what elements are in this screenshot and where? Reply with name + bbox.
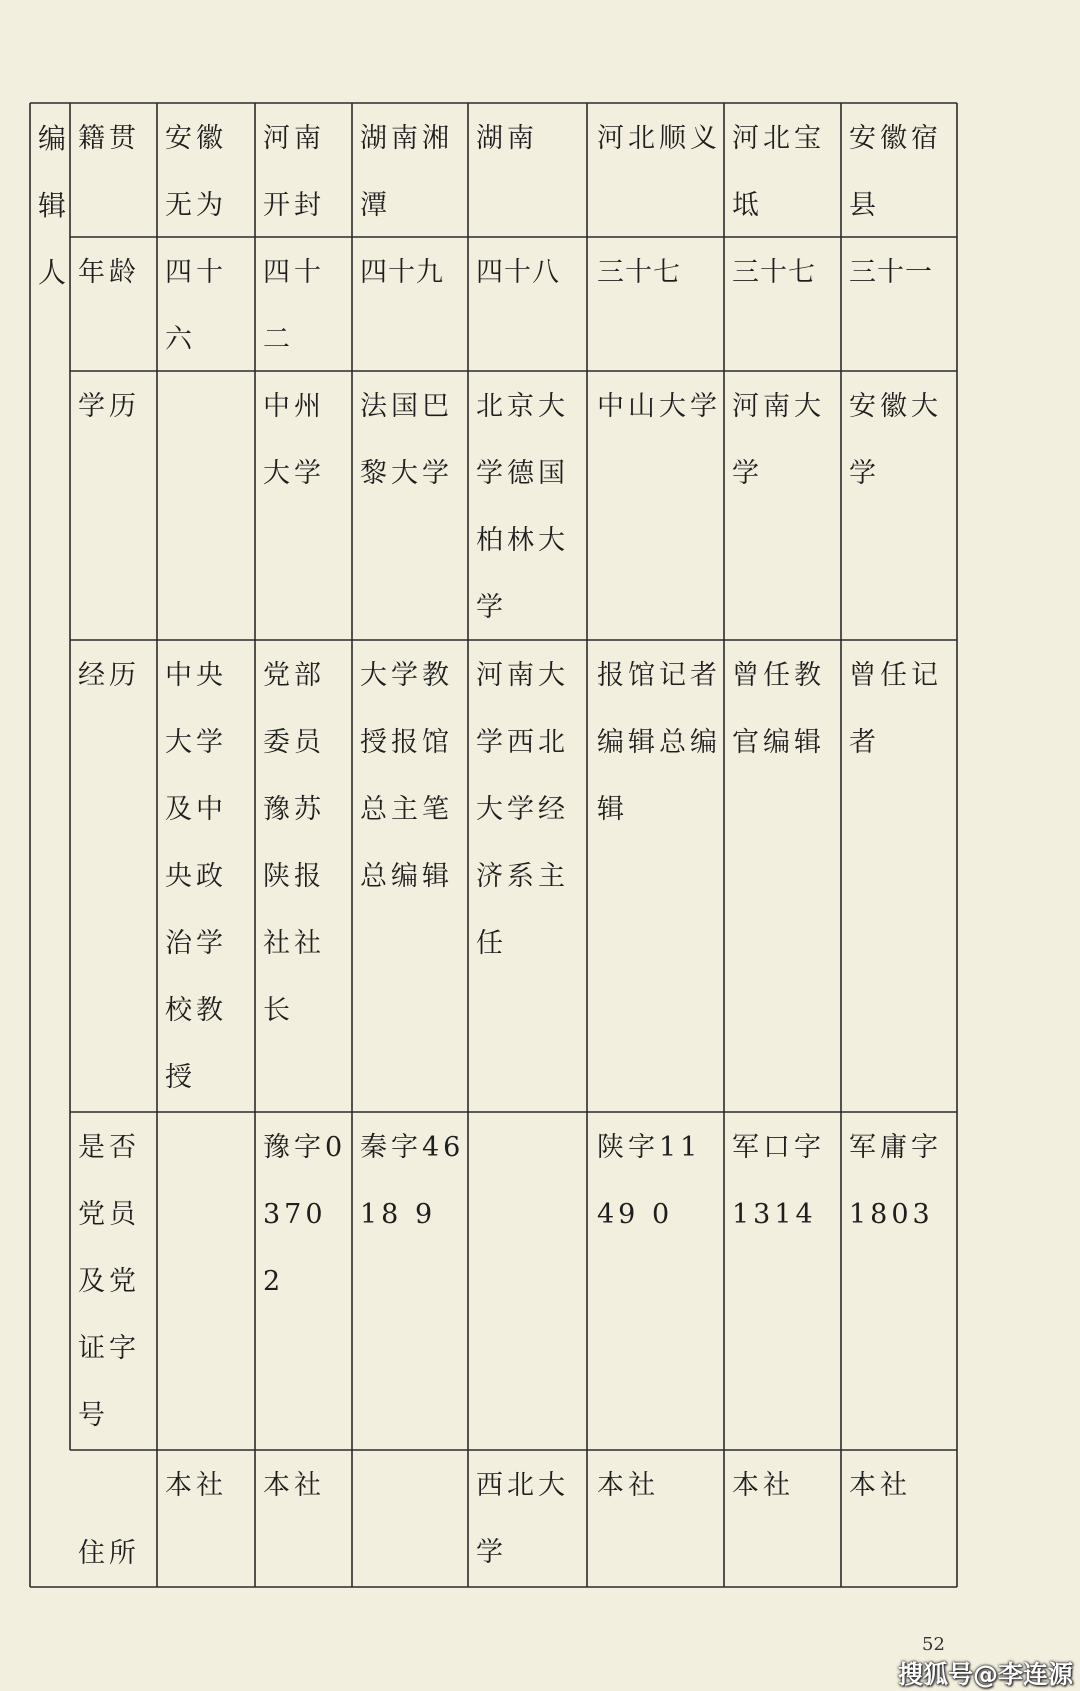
- side-label-editors: 编辑人: [38, 122, 67, 289]
- cell-residence: 本社: [732, 1470, 794, 1501]
- cell-residence: 本社: [165, 1470, 227, 1501]
- cell-age: 四十六: [165, 257, 227, 355]
- cell-native-place: 河北顺义: [597, 123, 721, 154]
- row-label-party-membership: 是否党员及党证字号: [78, 1132, 140, 1431]
- cell-party: 陕字1149 0: [597, 1132, 702, 1230]
- cell-experience: 曾任教官编辑: [732, 660, 825, 758]
- cell-experience: 党部委员豫苏陕报社社长: [263, 660, 325, 1026]
- cell-education: 河南大学: [732, 391, 825, 489]
- cell-experience: 中央大学及中央政治学校教授: [165, 660, 227, 1093]
- row-label-native-place: 籍贯: [78, 123, 140, 154]
- cell-experience: 曾任记者: [849, 660, 942, 758]
- cell-party: 豫字0370 2: [263, 1132, 347, 1297]
- row-label-experience: 经历: [78, 660, 140, 691]
- cell-native-place: 湖南湘潭: [360, 123, 453, 221]
- cell-native-place: 河北宝坻: [732, 123, 825, 221]
- cell-age: 四十二: [263, 257, 325, 355]
- cell-education: 中山大学: [597, 391, 721, 422]
- cell-education: 安徽大学: [849, 391, 942, 489]
- cell-residence: 本社: [849, 1470, 911, 1501]
- row-label-education: 学历: [78, 391, 140, 422]
- cell-party: 军口字1314: [732, 1132, 825, 1230]
- page-number: 52: [922, 1634, 945, 1655]
- cell-education: 法国巴黎大学: [360, 391, 453, 489]
- cell-education: 中州大学: [263, 391, 325, 489]
- cell-party: 秦字4618 9: [360, 1132, 465, 1230]
- cell-native-place: 河南开封: [263, 123, 325, 221]
- cell-residence: 西北大学: [476, 1470, 569, 1568]
- cell-native-place: 湖南: [476, 123, 538, 154]
- cell-residence: 本社: [597, 1470, 659, 1501]
- cell-experience: 河南大学西北大学经济系主任: [476, 660, 569, 959]
- cell-age: 三十一: [849, 257, 933, 288]
- cell-native-place: 安徽无为: [165, 123, 227, 221]
- cell-age: 三十七: [732, 257, 816, 288]
- row-label-residence: 住所: [78, 1538, 140, 1569]
- cell-age: 四十八: [476, 257, 560, 288]
- cell-age: 三十七: [597, 257, 681, 288]
- cell-residence: 本社: [263, 1470, 325, 1501]
- cell-native-place: 安徽宿县: [849, 123, 942, 221]
- cell-experience: 大学教授报馆总主笔总编辑: [360, 660, 453, 892]
- cell-experience: 报馆记者编辑总编辑: [597, 660, 721, 825]
- row-label-age: 年龄: [78, 257, 140, 288]
- watermark-text: 搜狐号@李连源: [898, 1660, 1074, 1689]
- cell-age: 四十九: [360, 257, 444, 288]
- cell-education: 北京大学德国柏林大学: [476, 391, 569, 623]
- cell-party: 军庸字1803: [849, 1132, 942, 1230]
